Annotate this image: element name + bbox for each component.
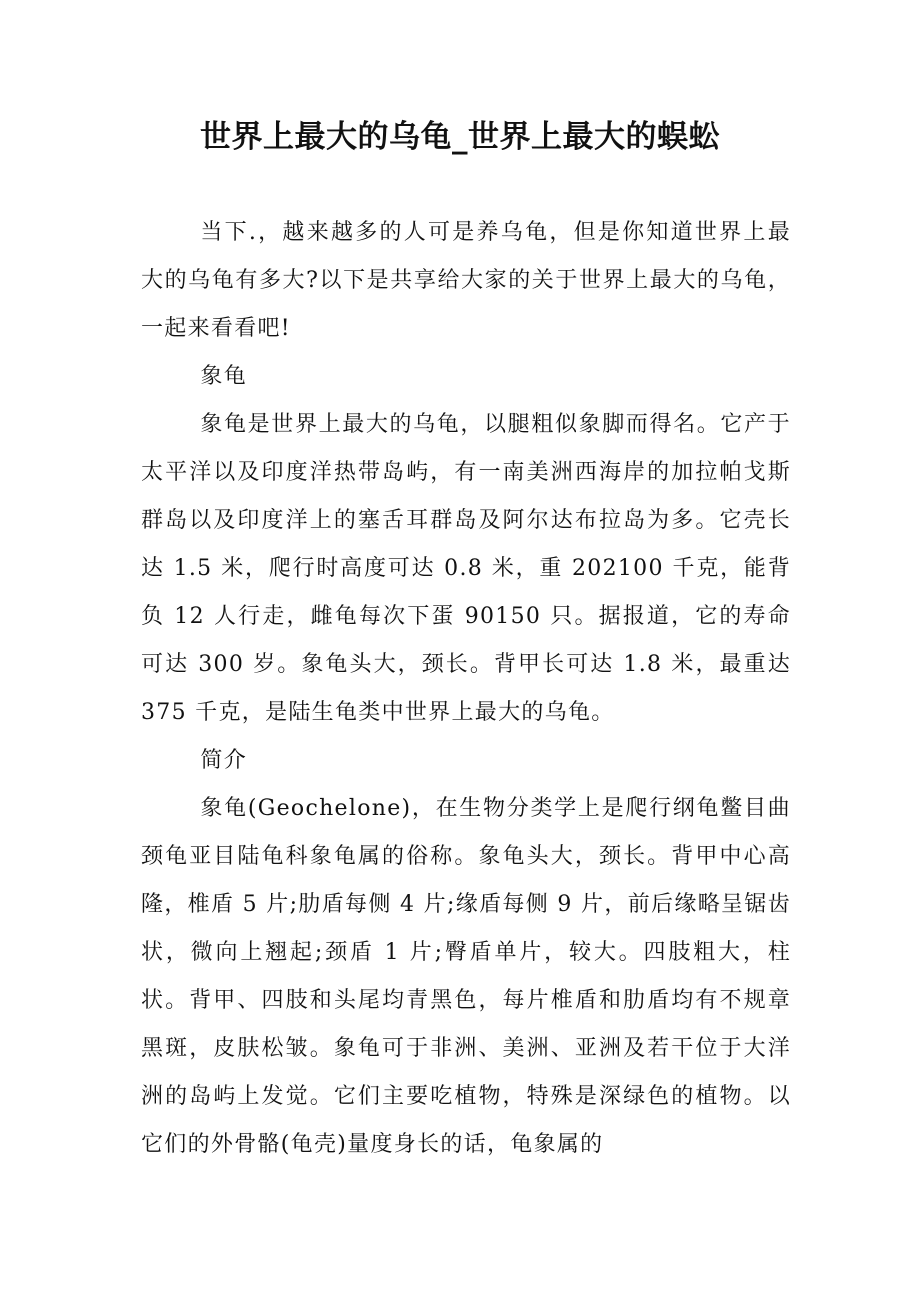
intro-paragraph: 当下.，越来越多的人可是养乌龟，但是你知道世界上最大的乌龟有多大?以下是共享给大家的关于世界上最大的乌龟，一起来看看吧!: [141, 220, 791, 341]
section-heading-xianggui: 象龟: [200, 364, 247, 389]
section-heading-jianjie: 简介: [200, 748, 247, 773]
document-title: 世界上最大的乌龟_世界上最大的蜈蚣: [200, 119, 720, 155]
document-body: [141, 209, 791, 1169]
xianggui-paragraph: 象龟是世界上最大的乌龟，以腿粗似象脚而得名。它产于太平洋以及印度洋热带岛屿，有一南美洲西海岸的加拉帕戈斯群岛以及印度洋上的塞舌耳群岛及阿尔达布拉岛为多。它壳长达 1.5 米，爬行时高度可达 0.8 米，重 202100 千克，能背负 12 人行走，雌龟每次下蛋 90150 只。据报道，它的寿命可达 300 岁。象龟头大，颈长。背甲长可达 1.8 米，最重达 375 千克，是陆生龟类中世界上最大的乌龟。: [141, 412, 791, 725]
jianjie-paragraph: 象龟(Geochelone)，在生物分类学上是爬行纲龟鳖目曲颈龟亚目陆龟科象龟属的俗称。象龟头大，颈长。背甲中心高隆，椎盾 5 片;肋盾每侧 4 片;缘盾每侧 9 片，前后缘略呈锯齿状，微向上翘起;颈盾 1 片;臀盾单片，较大。四肢粗大，柱状。背甲、四肢和头尾均青黑色，每片椎盾和肋盾均有不规章黑斑，皮肤松皱。象龟可于非洲、美洲、亚洲及若干位于大洋洲的岛屿上发觉。它们主要吃植物，特殊是深绿色的植物。以它们的外骨骼(龟壳)量度身长的话，龟象属的: [141, 796, 791, 1157]
